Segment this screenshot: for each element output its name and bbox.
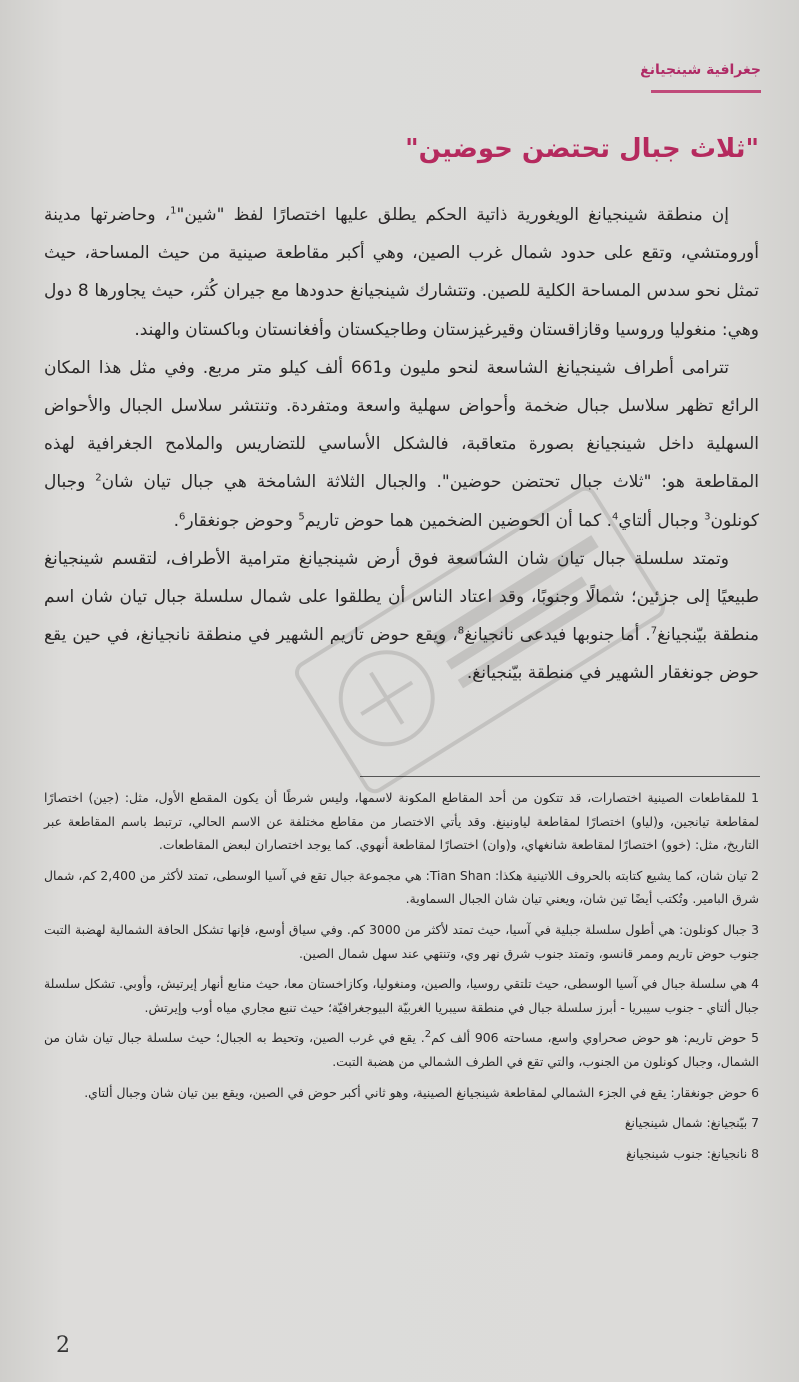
footnote-ref: 4 [612, 510, 619, 522]
text-run: وجبال ألتاي [618, 510, 705, 531]
text-run: وجبال كونلون [44, 472, 759, 531]
text-run: تترامى أطراف شينجيانغ الشاسعة لنحو مليون و661 ألف كيلو متر مربع. وفي مثل هذا المكان الرائع تظهر سلاسل جبال ضخمة وأحواض سهلية واسعة ومتفردة. وتنتشر سلاسل الجبال والأحواض السهلية داخل شينجيانغ بصورة متعاقبة، فالشكل الأساسي للتضاريس والملامح الجغرافية لهذه المقاطعة هو: "ثلاث جبال تحتضن حوضين". والجبال الثلاثة الشامخة هي جبال تيان شان [44, 357, 759, 493]
text-run: 3 جبال كونلون: هي أطول سلسلة جبلية في آسيا، حيث تمتد لأكثر من 3000 كم. وفي سياق أوسع، فإنها تشكل الحافة الشمالية لهضبة التبت جنوب حوض تاريم وممر قانسو، وتمتد جنوب شرق نهر وي، وتنتهي عند سهل شمال الصين. [44, 921, 759, 961]
section-title: "ثلاث جبال تحتضن حوضين" [405, 134, 759, 164]
text-run: . يقع في غرب الصين، وتحيط به الجبال؛ حيث سلسلة جبال تيان شان من الشمال، وجبال كونلون من الجنوب، والتي تقع في الطرف الشمالي من هضبة التبت. [44, 1030, 759, 1069]
footnote-separator [360, 776, 760, 777]
body-text [44, 196, 759, 693]
text-run: 8 نانجيانغ: جنوب شينجيانغ [626, 1145, 759, 1161]
text-run: 4 هي سلسلة جبال في آسيا الوسطى، حيث تلتقي روسيا، والصين، ومنغوليا، وكازاخستان معا، حيث منابع أنهار إيرتيش، وأوبي. تشكل سلسلة جبال ألتاي - جنوب سيبريا - أبرز سلسلة جبال في منطقة سيبريا الغربيّة البيوجغرافيّة؛ حيث تنبع مجاري مياه أوب وإيرتش. [44, 976, 759, 1015]
paragraph [44, 349, 759, 540]
running-head: جغرافية شينجيانغ [640, 62, 761, 78]
footnote [44, 1081, 759, 1105]
footnote-ref: 2 [424, 1029, 432, 1041]
running-head-rule [651, 90, 761, 93]
text-run: . [173, 510, 179, 531]
footnote [44, 864, 759, 911]
footnote [44, 1111, 759, 1135]
paragraph [44, 196, 759, 349]
text-run: 1 للمقاطعات الصينية اختصارات، قد تتكون من أحد المقاطع المكونة لاسمها، وليس شرطًا أن يكون المقطع الأول، مثل: (جين) اختصارًا لمقاطعة تيانجين، و(لياو) اختصارًا لمقاطعة لياونينغ. وقد يأتي الاختصار من مقاطع مختلفة عن الاسم الحالي، ترتبط باسم المقاطعة عبر التاريخ، مثل: (خوو) اختصارًا لمقاطعة شانغهاي، و(وان) اختصارًا لمقاطعة أنهوي. كما يوجد اختصاران لبعض المقاطعات. [44, 790, 759, 853]
text-run: وحوض جونغقار [185, 510, 299, 531]
footnote-ref: 2 [95, 472, 102, 484]
footnote [44, 1142, 759, 1166]
text-run: . كما أن الحوضين الضخمين هما حوض تاريم [304, 510, 613, 531]
paragraph [44, 540, 759, 693]
text-run: إن منطقة شينجيانغ الويغورية ذاتية الحكم يطلق عليها اختصارًا لفظ "شين" [176, 205, 729, 225]
text-run: . أما جنوبها فيدعى نانجيانغ [464, 625, 651, 646]
text-run: 2 تيان شان، كما يشيع كتابته بالحروف اللاتينية هكذا: Tian Shan: هي مجموعة جبال تقع في آسيا الوسطى، تمتد لأكثر من 2,400 كم، شمال شرق البامير. وتُكتب أيضًا تين شان، ويعني تيان شان الجبال السماوية. [44, 867, 759, 907]
footnote [44, 972, 759, 1019]
footnote-ref: 5 [298, 510, 305, 522]
footnote-ref: 6 [178, 510, 186, 522]
text-run: وتمتد سلسلة جبال تيان شان الشاسعة فوق أرض شينجيانغ مترامية الأطراف، لتقسم شينجيانغ طبيعيًا إلى جزئين؛ شمالًا وجنوبًا، وقد اعتاد الناس أن يطلقوا على شمال سلسلة جبال تيان شان اسم منطقة بيّنجيانغ [44, 548, 759, 646]
text-run: ، وحاضرتها مدينة أورومتشي، وتقع على حدود شمال غرب الصين، وهي أكبر مقاطعة صينية من حيث المساحة، حيث تمثل نحو سدس المساحة الكلية للصين. وتتشارك شينجيانغ حدودها مع جيران كُثر، حيث يجاورها 8 دول وهي: منغوليا وروسيا وقازاقستان وقيرغيزستان وطاجيكستان وأفغانستان وباكستان والهند. [44, 205, 759, 340]
footnote-ref: 7 [650, 625, 658, 637]
page-number: 2 [56, 1333, 70, 1358]
footnotes [44, 786, 759, 1172]
footnote-ref: 8 [457, 625, 465, 637]
footnote-ref: 1 [170, 205, 177, 217]
text-run: ، ويقع حوض تاريم الشهير في منطقة نانجيانغ، في حين يقع حوض جونغقار الشهير في منطقة بيّنجيانغ. [44, 625, 759, 684]
text-run: 7 بيّنجيانغ: شمال شينجيانغ [624, 1115, 759, 1131]
text-run: 5 حوض تاريم: هو حوض صحراوي واسع، مساحته 906 ألف كم [431, 1030, 759, 1046]
footnote-ref: 3 [704, 510, 711, 522]
text-run: 6 حوض جونغقار: يقع في الجزء الشمالي لمقاطعة شينجيانغ الصينية، وهو ثاني أكبر حوض في الصين، ويقع بين تيان شان وجبال ألتاي. [84, 1084, 759, 1100]
footnote [44, 1026, 759, 1073]
footnote [44, 786, 759, 857]
footnote [44, 918, 759, 965]
